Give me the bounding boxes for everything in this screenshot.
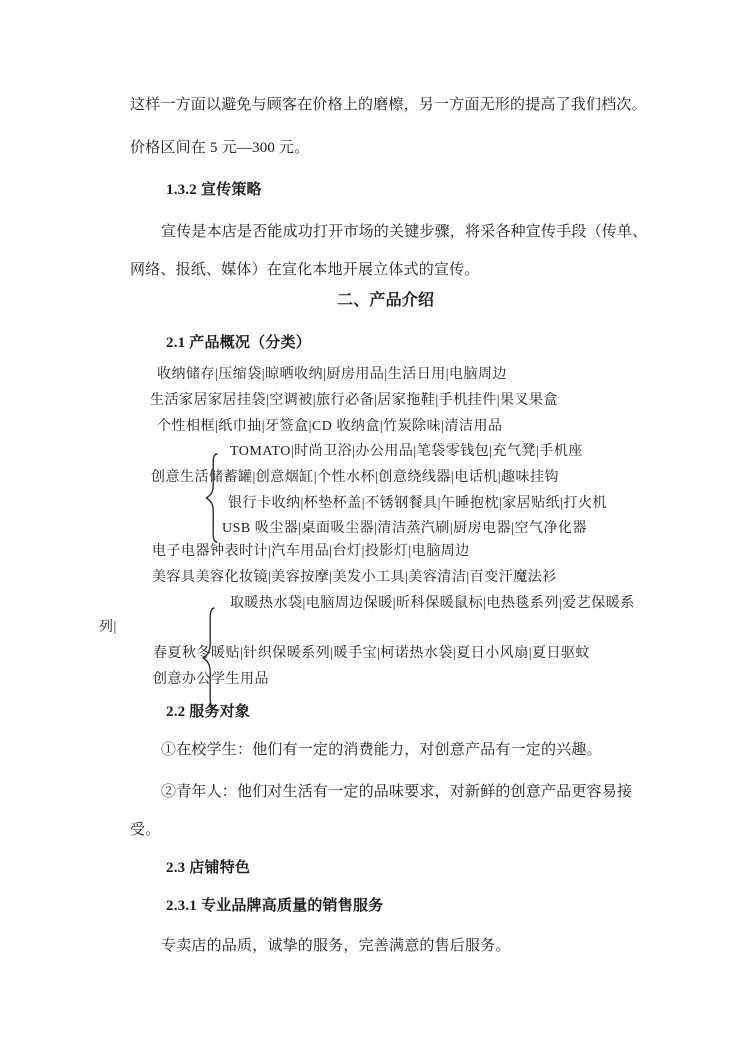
intro-paragraph-line: 价格区间在 5 元—300 元。: [130, 140, 310, 156]
product-category-line: 电子电器钟表时计|汽车用品|台灯|投影灯|电脑周边: [152, 544, 470, 559]
chapter-2-title-product-introduction: 二、产品介绍: [337, 292, 435, 309]
service-target-line-students: ①在校学生：他们有一定的消费能力，对创意产品有一定的兴趣。: [161, 742, 602, 758]
product-category-line: 春夏秋冬暖贴|针织保暖系列|暖手宝|柯诺热水袋|夏日小风扇|夏日驱蚊: [153, 646, 591, 661]
heading-2-2-service-targets: 2.2 服务对象: [166, 704, 251, 720]
promotion-paragraph-line: 宣传是本店是否能成功打开市场的关键步骤，将采各种宣传手段（传单、: [161, 224, 648, 240]
heading-1-3-2-promotion-strategy: 1.3.2 宣传策略: [166, 182, 262, 198]
product-category-line: 收纳储存|压缩袋|晾晒收纳|厨房用品|生活日用|电脑周边: [157, 367, 508, 382]
heading-2-3-1-professional-brand-service: 2.3.1 专业品牌高质量的销售服务: [166, 898, 384, 914]
store-feature-paragraph-line: 专卖店的品质，诚挚的服务，完善满意的售后服务。: [161, 938, 511, 954]
service-target-line-young-people: ②青年人：他们对生活有一定的品味要求，对新鲜的创意产品更容易接: [161, 784, 633, 800]
product-category-line: 美容具美容化妆镜|美容按摩|美发小工具|美容清洁|百变汗魔法衫: [152, 570, 557, 585]
promotion-paragraph-line: 网络、报纸、媒体）在宣化本地开展立体式的宣传。: [130, 262, 480, 278]
product-category-line: USB 吸尘器|桌面吸尘器|清洁蒸汽刷|厨房电器|空气净化器: [222, 521, 587, 536]
service-target-line-continuation: 受。: [130, 822, 161, 838]
product-category-line: 取暖热水袋|电脑周边保暖|昕科保暖鼠标|电热毯系列|爱艺保暖系: [230, 596, 635, 611]
curly-brace-icon: [203, 452, 220, 544]
heading-2-3-store-features: 2.3 店铺特色: [166, 860, 251, 876]
product-category-line: 创意生活储蓄罐|创意烟缸|个性水杯|创意绕线器|电话机|趣味挂钩: [151, 470, 560, 485]
intro-paragraph-line: 这样一方面以避免与顾客在价格上的磨檫，另一方面无形的提高了我们档次。: [130, 97, 647, 113]
product-category-line: 个性相框|纸巾抽|牙签盒|CD 收纳盒|竹炭除味|清洁用品: [157, 419, 503, 434]
product-category-line: 银行卡收纳|杯垫杯盖|不锈钢餐具|午睡抱枕|家居贴纸|打火机: [228, 496, 608, 511]
product-category-line: 创意办公学生用品: [153, 672, 269, 687]
product-category-line: TOMATO|时尚卫浴|办公用品|笔袋零钱包|充气凳|手机座: [230, 444, 583, 459]
heading-2-1-product-overview: 2.1 产品概况（分类）: [166, 335, 311, 351]
product-category-line: 生活家居家居挂袋|空调被|旅行必备|居家拖鞋|手机挂件|果叉果盒: [150, 393, 559, 408]
product-category-line-continuation: 列|: [99, 620, 117, 635]
